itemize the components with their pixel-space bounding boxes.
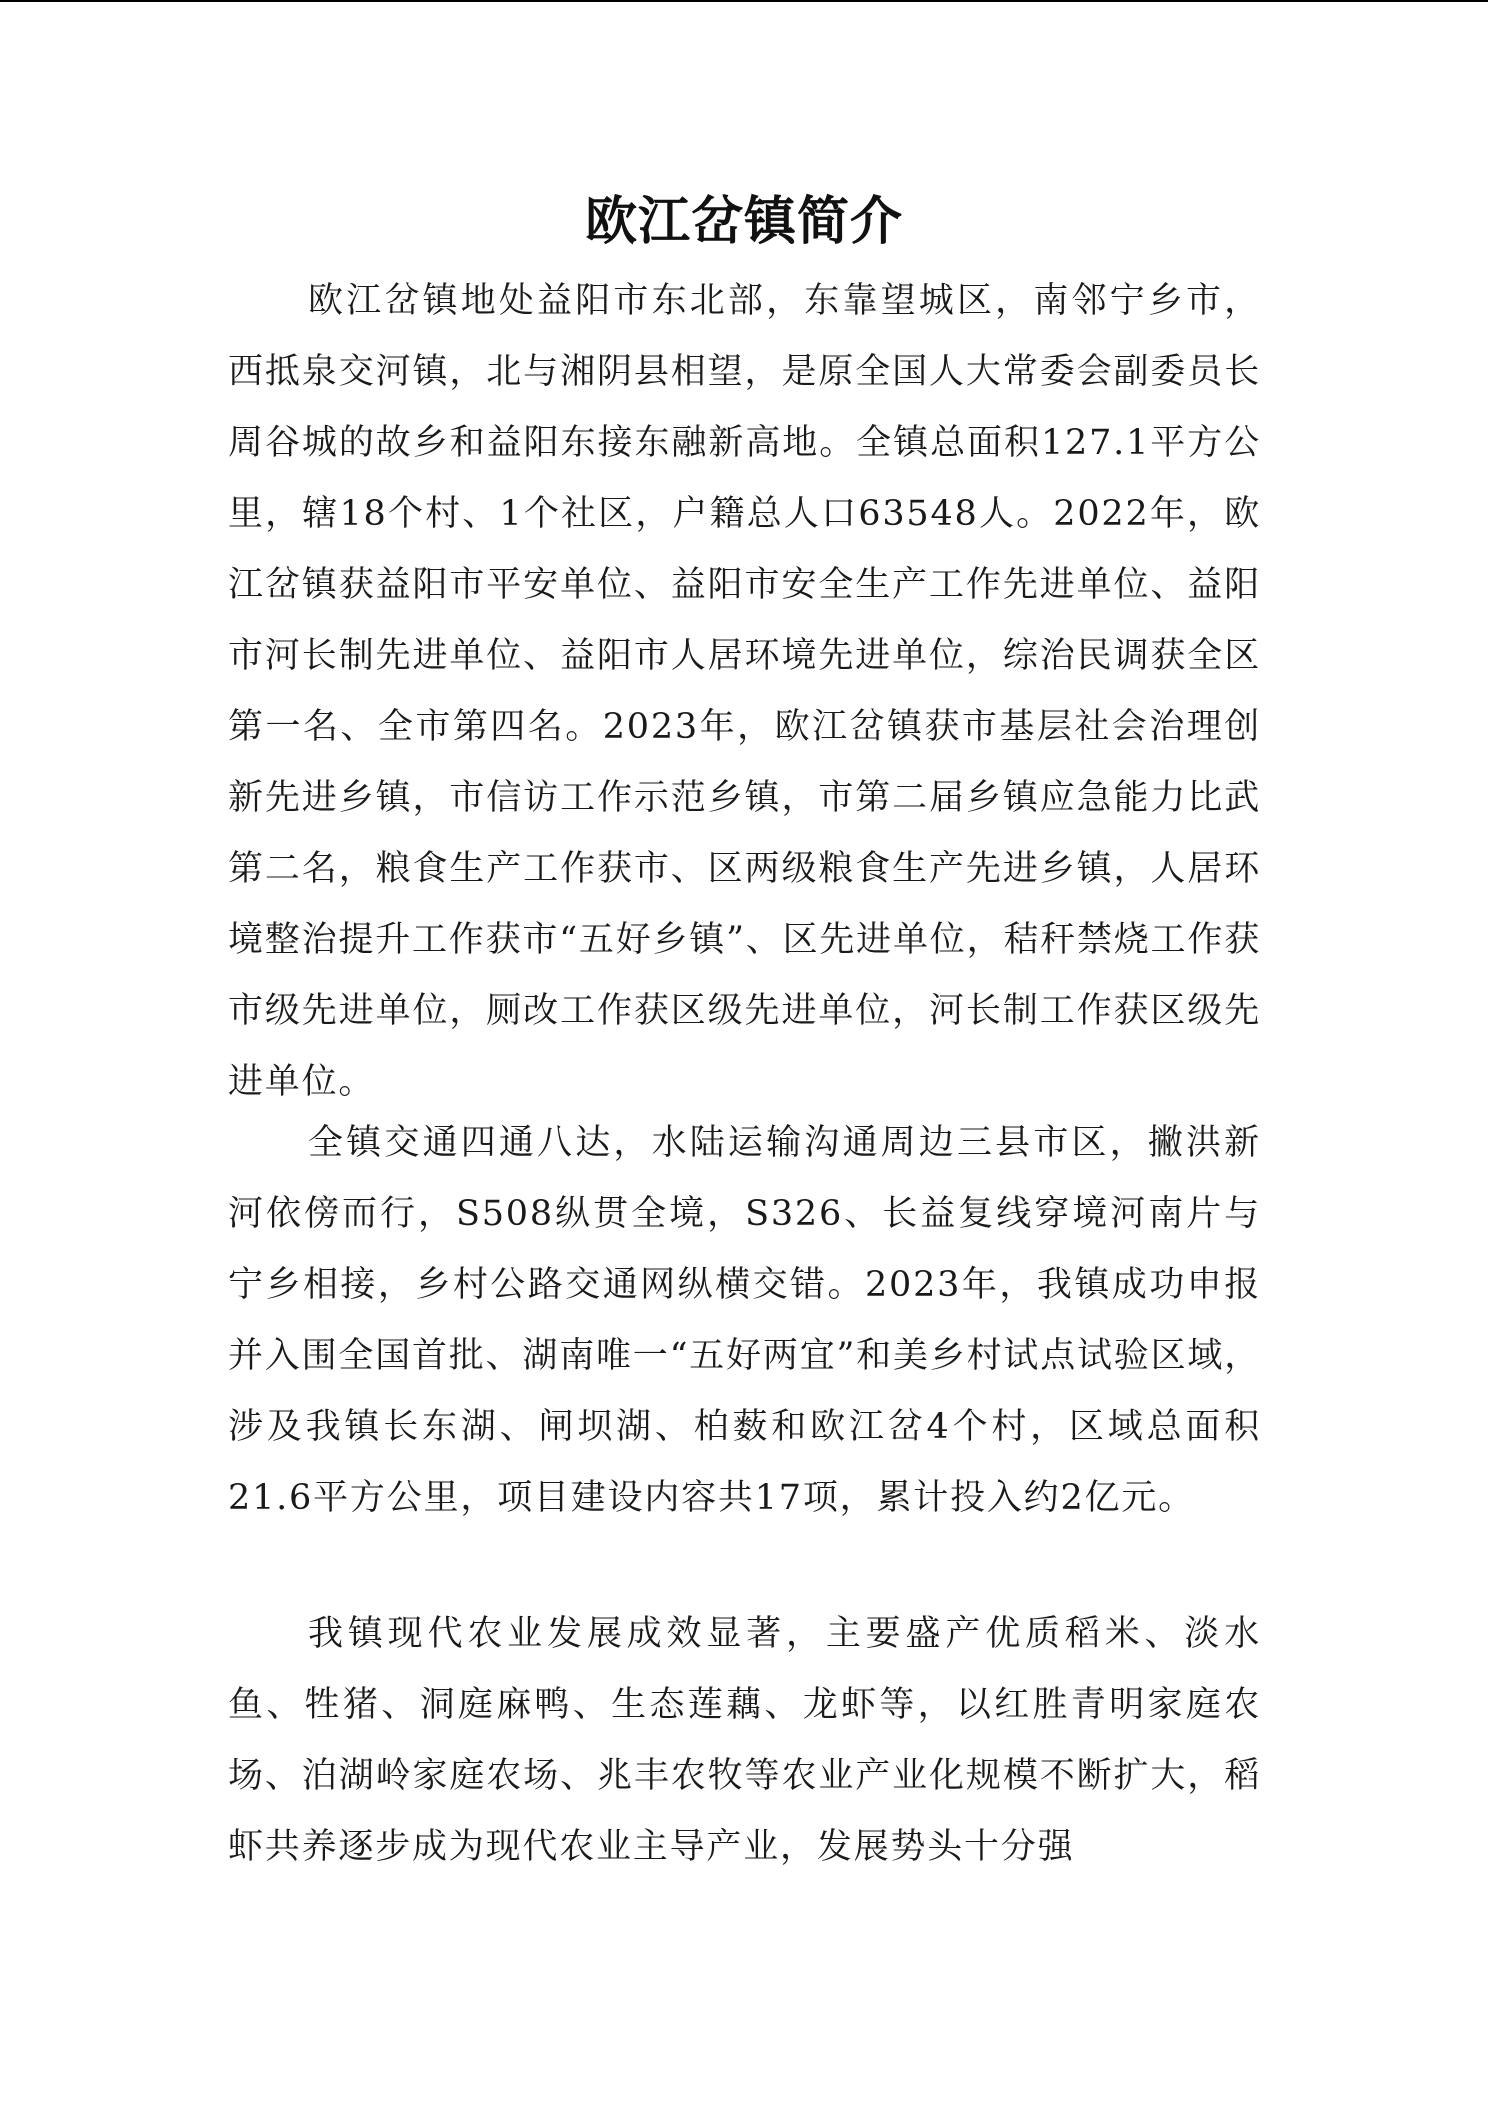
paragraph-2: 全镇交通四通八达，水陆运输沟通周边三县市区，撇洪新河依傍而行，S508纵贯全境，S326、长益复线穿境河南片与宁乡相接，乡村公路交通网纵横交错。2023年，我镇成功申报并入围全国首批、湖南唯一“五好两宜”和美乡村试点试验区域，涉及我镇长东湖、闸坝湖、柏薮和欧江岔4个村，区域总面积21.6平方公里，项目建设内容共17项，累计投入约2亿元。 xyxy=(228,1123,1261,1518)
paragraph-1: 欧江岔镇地处益阳市东北部，东靠望城区，南邻宁乡市，西抵泉交河镇，北与湘阴县相望，是原全国人大常委会副委员长周谷城的故乡和益阳东接东融新高地。全镇总面积127.1平方公里，辖18个村、1个社区，户籍总人口63548人。2022年，欧江岔镇获益阳市平安单位、益阳市安全生产工作先进单位、益阳市河长制先进单位、益阳市人居环境先进单位，综治民调获全区第一名、全市第四名。2023年，欧江岔镇获市基层社会治理创新先进乡镇，市信访工作示范乡镇，市第二届乡镇应急能力比武第二名，粮食生产工作获市、区两级粮食生产先进乡镇，人居环境整治提升工作获市“五好乡镇”、区先进单位，秸秆禁烧工作获市级先进单位，厕改工作获区级先进单位，河长制工作获区级先进单位。 xyxy=(228,281,1261,1102)
document-title: 欧江岔镇简介 xyxy=(584,191,903,252)
paragraph-3: 我镇现代农业发展成效显著，主要盛产优质稻米、淡水鱼、牲猪、洞庭麻鸭、生态莲藕、龙虾等，以红胜青明家庭农场、泊湖岭家庭农场、兆丰农牧等农业产业化规模不断扩大，稻虾共养逐步成为现代农业主导产业，发展势头十分强 xyxy=(228,1614,1261,1867)
